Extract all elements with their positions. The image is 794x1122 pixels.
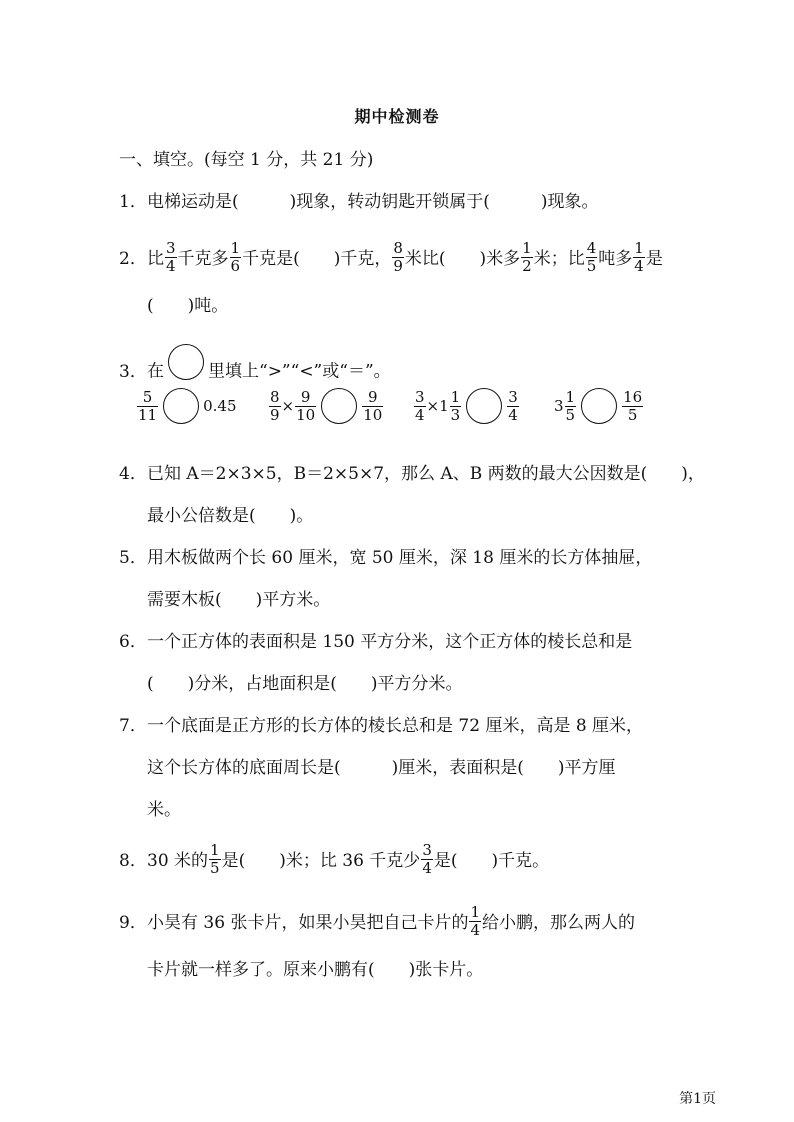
question-5	[119, 546, 652, 570]
denominator: 11	[138, 405, 158, 424]
denominator: 4	[634, 257, 644, 275]
question-text: 米；比	[533, 249, 585, 269]
question-number: 2．	[119, 249, 147, 269]
denominator: 6	[230, 257, 241, 275]
question-4	[119, 462, 705, 486]
operator: ×1	[426, 397, 449, 415]
question-8	[119, 841, 550, 879]
denominator: 5	[586, 257, 597, 275]
numerator: 3	[508, 387, 518, 406]
answer-circle[interactable]	[168, 344, 204, 380]
question-text: 是	[645, 249, 663, 269]
fraction	[137, 389, 158, 424]
question-number: 3．	[119, 361, 147, 382]
page-number: 第1页	[679, 1091, 716, 1107]
question-2	[119, 239, 663, 277]
numerator: 3	[166, 239, 176, 257]
question-2-line-2: ( )吨。	[147, 296, 229, 316]
denominator: 5	[565, 405, 576, 424]
question-number: 8．	[119, 851, 147, 871]
denominator: 4	[422, 859, 432, 877]
question-7-line-3: 米。	[147, 800, 181, 820]
numerator: 3	[422, 841, 432, 859]
compare-item-3	[413, 388, 520, 424]
compare-item-4	[554, 388, 644, 424]
fraction	[269, 389, 281, 424]
question-text: 吨多	[598, 249, 633, 269]
question-9	[119, 903, 635, 941]
fraction	[586, 240, 598, 275]
numerator: 8	[393, 239, 403, 257]
fraction	[230, 240, 242, 275]
denominator: 3	[450, 405, 461, 424]
question-number: 7．	[119, 716, 147, 736]
compare-value: 0.45	[203, 397, 237, 415]
operator: ×	[281, 397, 295, 415]
question-5-line-2: 需要木板( )平方米。	[147, 590, 331, 610]
denominator: 2	[522, 257, 532, 275]
numerator: 5	[137, 389, 158, 407]
question-number: 6．	[119, 632, 147, 652]
fraction	[414, 389, 426, 424]
fraction	[165, 240, 177, 275]
fraction	[521, 240, 533, 275]
numerator: 8	[270, 387, 280, 406]
question-text: 千克多	[177, 249, 229, 269]
numerator: 1	[565, 387, 576, 406]
fraction	[507, 389, 519, 424]
question-text: 小昊有 36 张卡片，如果小昊把自己卡片的	[147, 913, 469, 933]
compare-item-2	[268, 388, 384, 424]
fraction	[362, 389, 383, 424]
numerator: 1	[230, 239, 241, 257]
numerator: 1	[470, 903, 480, 921]
question-text: 是( )米；比 36 千克少	[221, 851, 421, 871]
page-title: 期中检测卷	[354, 107, 440, 126]
question-text: 千克是( )千克，	[242, 249, 392, 269]
numerator: 3	[415, 387, 425, 406]
question-3	[119, 354, 391, 390]
numerator: 1	[210, 841, 220, 859]
question-7-line-2: 这个长方体的底面周长是( )厘米，表面积是( )平方厘	[147, 758, 616, 778]
question-number: 5．	[119, 548, 147, 568]
question-text: 30 米的	[147, 851, 209, 871]
fraction	[565, 389, 577, 424]
fraction	[469, 904, 481, 939]
question-number: 9．	[119, 913, 147, 933]
question-number: 4．	[119, 464, 147, 484]
question-6	[119, 630, 632, 654]
fraction	[209, 842, 221, 877]
answer-circle[interactable]	[581, 388, 617, 424]
numerator: 1	[522, 239, 532, 257]
question-text: 是( )千克。	[433, 851, 550, 871]
fraction	[421, 842, 433, 877]
question-text: 比	[147, 249, 164, 269]
denominator: 9	[393, 257, 403, 275]
denominator: 10	[296, 405, 316, 424]
numerator: 4	[586, 239, 597, 257]
denominator: 4	[508, 405, 518, 424]
numerator: 9	[295, 389, 316, 407]
fraction	[295, 389, 316, 424]
question-text: 给小鹏，那么两人的	[482, 913, 635, 933]
answer-circle[interactable]	[321, 388, 357, 424]
denominator: 10	[363, 405, 383, 424]
denominator: 5	[627, 405, 638, 424]
fraction	[633, 240, 645, 275]
denominator: 4	[166, 257, 176, 275]
denominator: 5	[210, 859, 220, 877]
question-number: 1．	[119, 192, 147, 212]
question-text: 一个底面是正方形的长方体的棱长总和是 72 厘米，高是 8 厘米，	[147, 716, 644, 736]
question-text: 米比( )米多	[404, 249, 521, 269]
denominator: 4	[415, 405, 425, 424]
question-text: 已知 A＝2×3×5，B＝2×5×7，那么 A、B 两数的最大公因数是( )，	[147, 464, 705, 484]
whole-number: 3	[554, 397, 564, 415]
fraction	[392, 240, 404, 275]
numerator: 1	[634, 239, 644, 257]
denominator: 9	[270, 405, 280, 424]
question-text: 里填上“>”“<”或“＝”。	[208, 361, 391, 382]
question-1	[119, 190, 599, 214]
numerator: 1	[450, 387, 461, 406]
fraction	[622, 389, 643, 424]
question-4-line-2: 最小公倍数是( )。	[147, 506, 314, 526]
question-9-line-2: 卡片就一样多了。原来小鹏有( )张卡片。	[147, 960, 484, 980]
answer-circle[interactable]	[163, 388, 199, 424]
question-7	[119, 714, 643, 738]
numerator: 16	[623, 387, 643, 406]
answer-circle[interactable]	[466, 388, 502, 424]
question-6-line-2: ( )分米，占地面积是( )平方分米。	[147, 674, 463, 694]
fraction	[450, 389, 462, 424]
question-text: 在	[147, 361, 164, 382]
question-text: 电梯运动是( )现象，转动钥匙开锁属于( )现象。	[147, 192, 599, 212]
section-heading: 一、填空。(每空 1 分，共 21 分)	[119, 150, 374, 170]
question-text: 一个正方体的表面积是 150 平方分米，这个正方体的棱长总和是	[147, 632, 633, 652]
numerator: 9	[362, 389, 383, 407]
denominator: 4	[470, 921, 480, 939]
compare-item-1	[136, 388, 237, 424]
question-text: 用木板做两个长 60 厘米，宽 50 厘米，深 18 厘米的长方体抽屉，	[147, 548, 653, 568]
